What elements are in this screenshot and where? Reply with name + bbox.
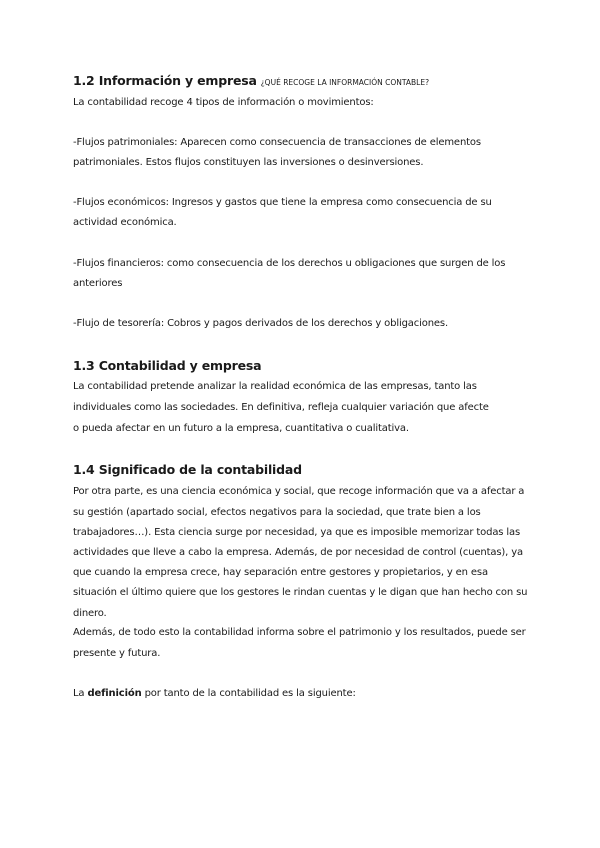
flujos-economicos-line-2: actividad económica.	[73, 217, 177, 228]
section-1-4-line-3: trabajadores…). Esta ciencia surge por necesidad, ya que es imposible memorizar todas las	[73, 527, 521, 538]
section-1-4-line-5: que cuando la empresa crece, hay separación entre gestores y propietarios, y en esa	[73, 567, 488, 578]
section-1-2-title: 1.2 Información y empresa	[73, 73, 257, 88]
section-1-4-line-1: Por otra parte, es una ciencia económica y social, que recoge información que va a afectar a	[73, 486, 525, 497]
section-1-4-line-9: presente y futura.	[73, 648, 161, 659]
section-1-4-line-4: actividades que lleve a cabo la empresa. Además, de por necesidad de control (cuentas), ya	[73, 547, 523, 558]
definition-line	[73, 688, 356, 699]
section-1-3-line-3: o pueda afectar en un futuro a la empresa, cuantitativa o cualitativa.	[73, 423, 409, 434]
definition-bold: definición	[87, 688, 142, 699]
flujo-tesoreria-line: -Flujo de tesorería: Cobros y pagos derivados de los derechos y obligaciones.	[73, 318, 448, 329]
flujos-patrimoniales-line-2: patrimoniales. Estos flujos constituyen las inversiones o desinversiones.	[73, 157, 424, 168]
flujos-economicos-line-1: -Flujos económicos: Ingresos y gastos que tiene la empresa como consecuencia de su	[73, 197, 492, 208]
section-1-4-line-6: situación el último quiere que los gestores le rindan cuentas y le digan que han hecho con su	[73, 587, 528, 598]
section-1-4-line-7: dinero.	[73, 608, 107, 619]
flujos-patrimoniales-line-1: -Flujos patrimoniales: Aparecen como consecuencia de transacciones de elementos	[73, 137, 481, 148]
section-1-3-line-1: La contabilidad pretende analizar la realidad económica de las empresas, tanto las	[73, 381, 477, 392]
flujos-financieros-line-2: anteriores	[73, 278, 123, 289]
section-1-4-line-8: Además, de todo esto la contabilidad informa sobre el patrimonio y los resultados, puede ser	[73, 627, 526, 638]
section-1-3-title: 1.3 Contabilidad y empresa	[73, 358, 262, 373]
flujos-financieros-line-1: -Flujos financieros: como consecuencia de los derechos u obligaciones que surgen de los	[73, 258, 506, 269]
definition-prefix: La	[73, 688, 88, 699]
section-1-2-subtitle: ¿QUÉ RECOGE LA INFORMACIÓN CONTABLE?	[260, 78, 430, 87]
section-1-3-line-2: individuales como las sociedades. En definitiva, refleja cualquier variación que afecte	[73, 402, 489, 413]
section-1-2-intro: La contabilidad recoge 4 tipos de información o movimientos:	[73, 97, 374, 108]
section-1-4-title: 1.4 Significado de la contabilidad	[73, 462, 302, 477]
section-1-2-heading	[73, 73, 429, 88]
section-1-4-line-2: su gestión (apartado social, efectos negativos para la sociedad, que trate bien a los	[73, 507, 481, 518]
definition-suffix: por tanto de la contabilidad es la siguiente:	[141, 688, 356, 699]
